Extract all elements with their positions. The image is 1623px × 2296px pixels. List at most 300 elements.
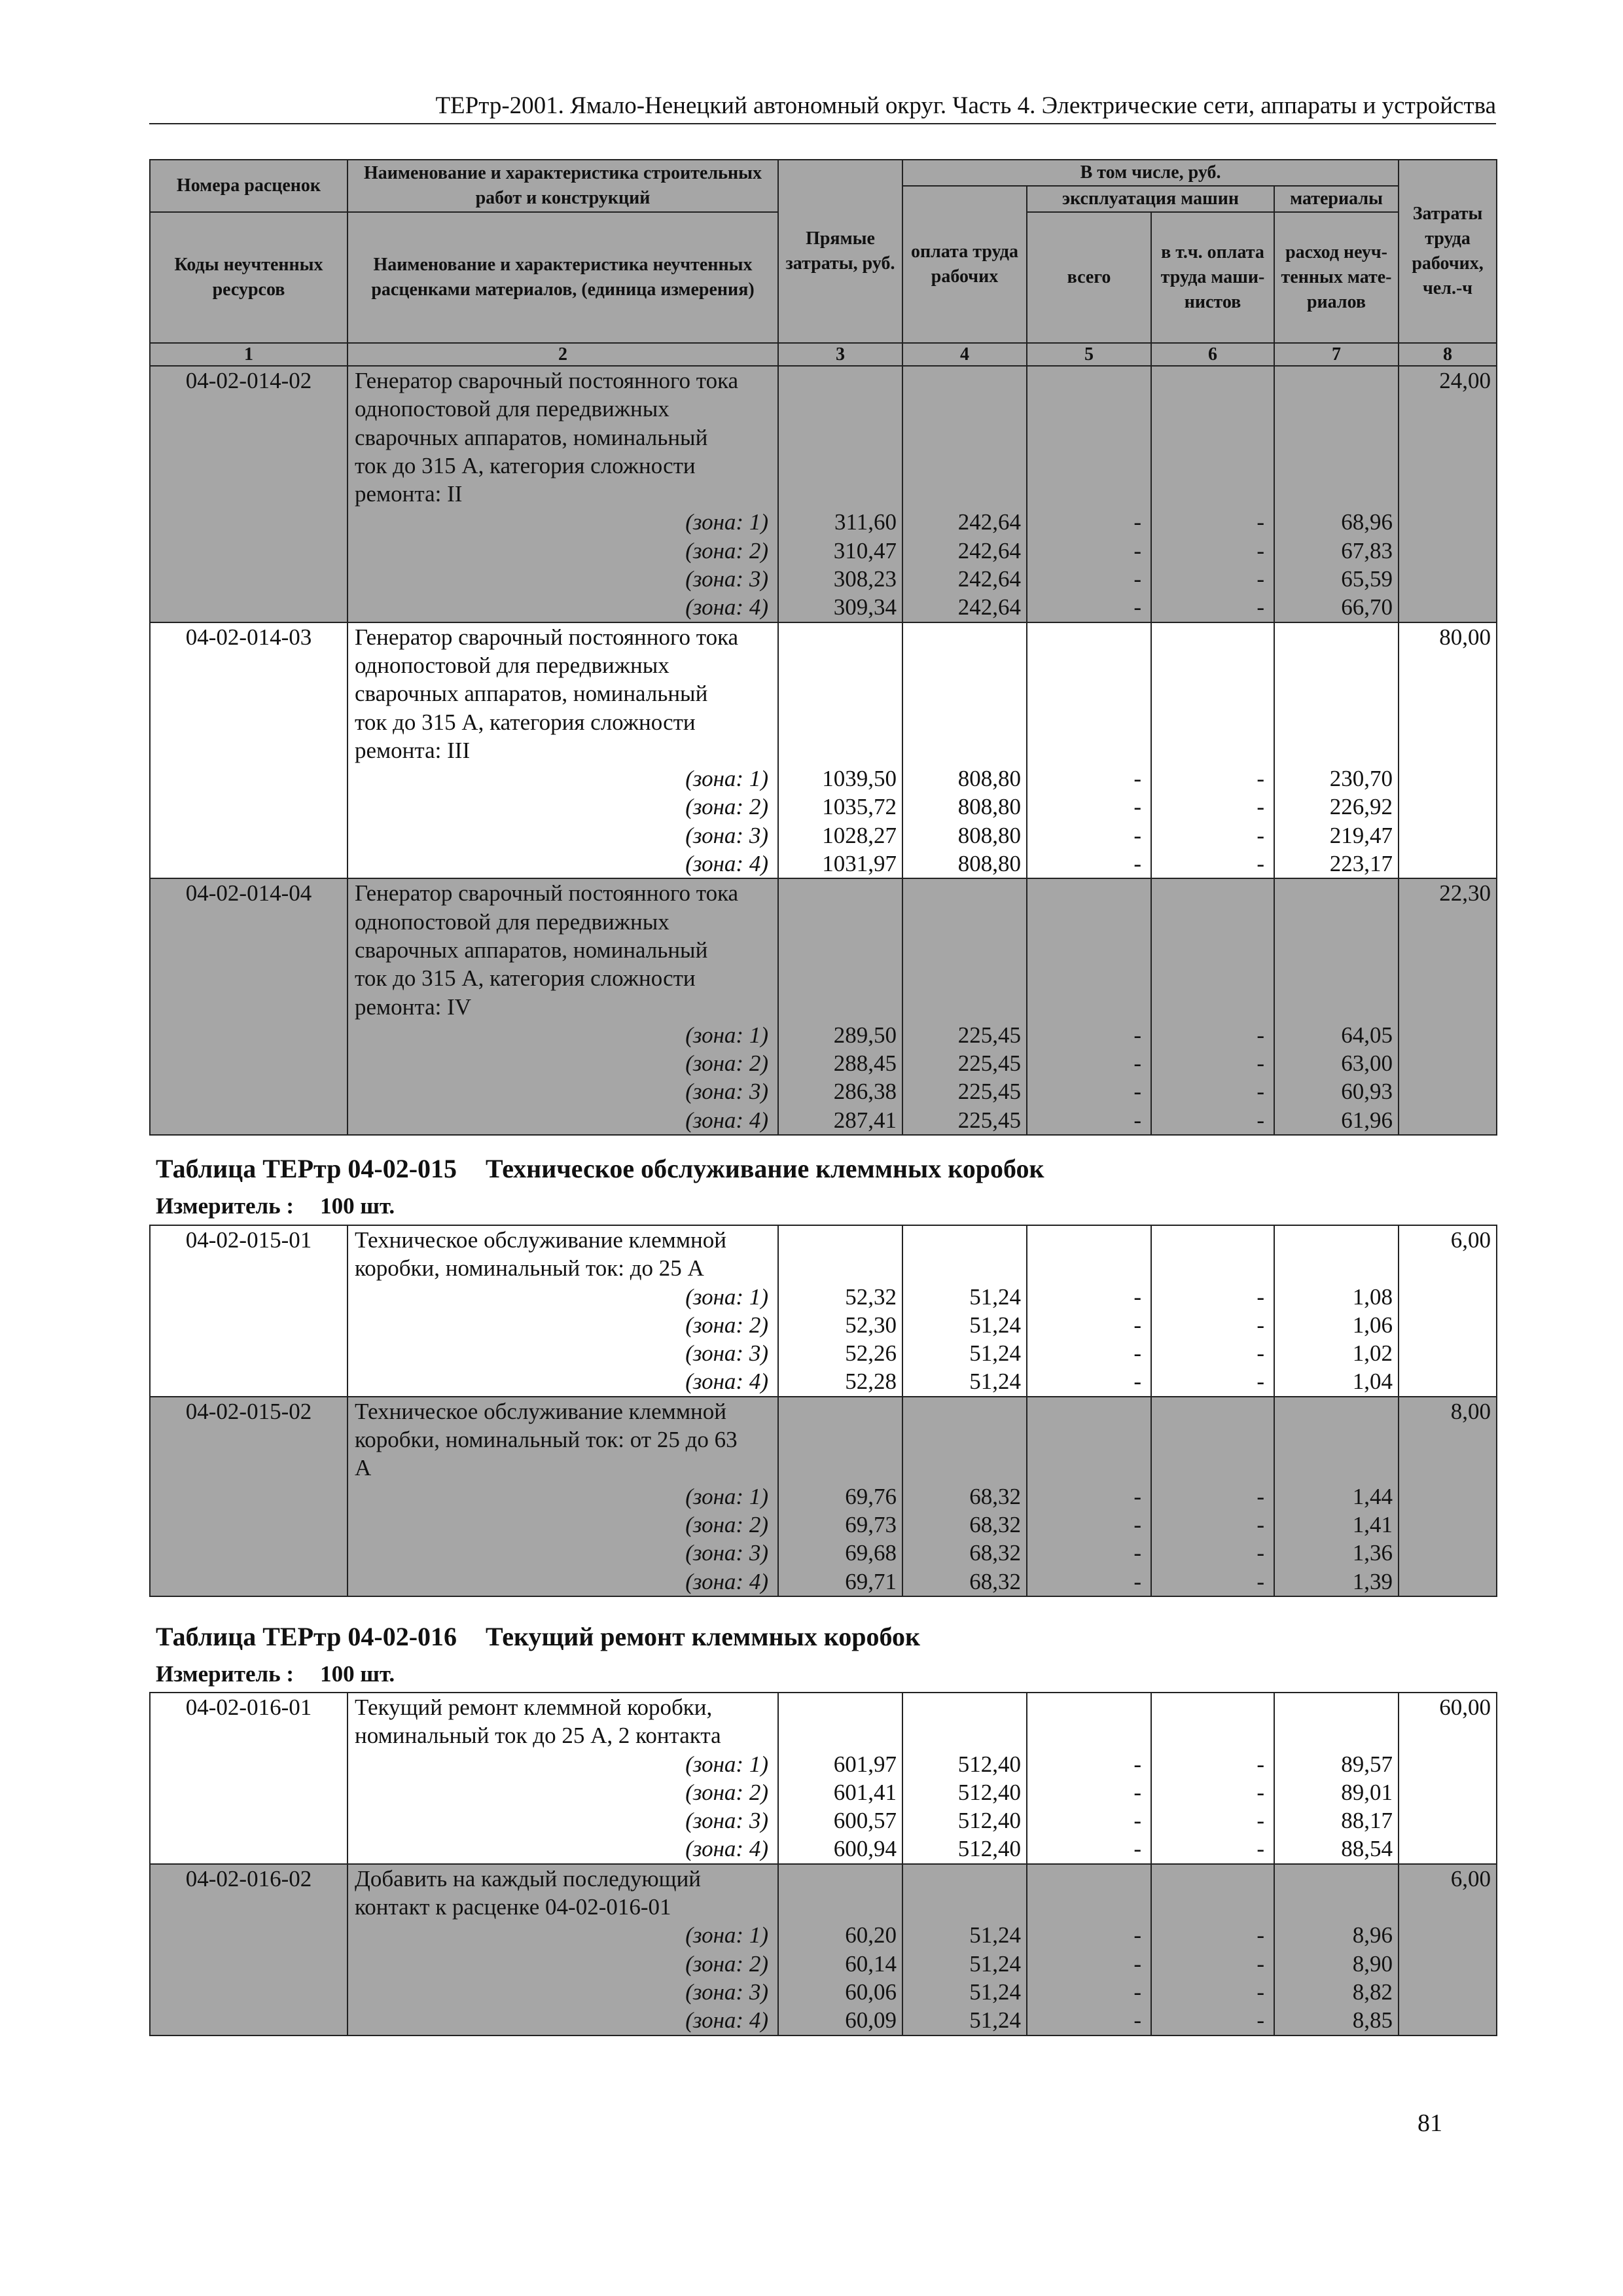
empty-cell <box>1399 1721 1497 1749</box>
empty-cell <box>1151 1397 1274 1426</box>
rate-subrow <box>150 1921 1497 1949</box>
empty-cell <box>1399 1921 1497 1949</box>
empty-cell <box>902 395 1027 423</box>
empty-cell <box>150 537 348 565</box>
machinist-pay: - <box>1151 1367 1274 1396</box>
rate-subrow <box>150 1283 1497 1311</box>
rate-description-line: однопостовой для передвижных <box>348 395 778 423</box>
labor-pay: 51,24 <box>902 1978 1027 2006</box>
empty-cell <box>1027 1454 1151 1482</box>
empty-cell <box>778 964 902 992</box>
labor-pay: 51,24 <box>902 1367 1027 1396</box>
rate-code-empty <box>150 1254 348 1282</box>
empty-cell <box>1151 423 1274 452</box>
empty-cell <box>150 1482 348 1511</box>
empty-cell <box>902 1426 1027 1454</box>
labor-pay: 51,24 <box>902 1950 1027 1978</box>
empty-cell <box>902 736 1027 764</box>
machines-total: - <box>1027 850 1151 878</box>
machines-total: - <box>1027 1339 1151 1367</box>
empty-cell <box>902 1693 1027 1721</box>
empty-cell <box>1399 1778 1497 1806</box>
machines-total: - <box>1027 1077 1151 1105</box>
direct-cost: 1035,72 <box>778 793 902 821</box>
rate-description-line: номинальный ток до 25 А, 2 контакта <box>348 1721 778 1749</box>
empty-cell <box>1027 736 1151 764</box>
rate-subrow <box>150 1835 1497 1863</box>
rate-subrow <box>150 1339 1497 1367</box>
machines-heading: эксплуатация машин <box>1027 186 1274 212</box>
col-number: 5 <box>1027 343 1151 367</box>
rate-code-empty <box>150 964 348 992</box>
rate-description-line: Текущий ремонт клеммной коробки, <box>348 1693 778 1721</box>
empty-cell <box>1274 708 1399 736</box>
rate-subrow <box>150 1106 1497 1135</box>
empty-cell <box>778 736 902 764</box>
rate-subrow <box>150 395 1497 423</box>
rate-subrow <box>150 480 1497 508</box>
materials-cost: 65,59 <box>1274 565 1399 593</box>
labor-pay: 51,24 <box>902 1921 1027 1949</box>
machines-total: - <box>1027 793 1151 821</box>
empty-cell <box>150 793 348 821</box>
labor-pay: 225,45 <box>902 1106 1027 1135</box>
rate-code-empty <box>150 993 348 1021</box>
col-number: 3 <box>778 343 902 367</box>
rate-subrow <box>150 1482 1497 1511</box>
rate-code: 04-02-015-01 <box>150 1225 348 1254</box>
empty-cell <box>1399 480 1497 508</box>
empty-cell <box>1027 679 1151 708</box>
materials-cost: 1,06 <box>1274 1311 1399 1339</box>
rate-subrow <box>150 537 1497 565</box>
rate-subrow <box>150 651 1497 679</box>
zone-label: (зона: 4) <box>348 1835 778 1863</box>
col7-heading: расход неуч-тенных мате-риалов <box>1274 212 1399 343</box>
direct-cost: 601,97 <box>778 1750 902 1778</box>
materials-cost: 1,41 <box>1274 1511 1399 1539</box>
zone-label: (зона: 1) <box>348 1921 778 1949</box>
direct-cost: 1031,97 <box>778 850 902 878</box>
empty-cell <box>1274 1693 1399 1721</box>
empty-cell <box>778 622 902 651</box>
empty-cell <box>1274 651 1399 679</box>
materials-cost: 219,47 <box>1274 821 1399 850</box>
rate-description-line: сварочных аппаратов, номинальный <box>348 679 778 708</box>
empty-cell <box>1151 1721 1274 1749</box>
empty-cell <box>778 395 902 423</box>
rate-code: 04-02-014-02 <box>150 366 348 395</box>
empty-cell <box>1151 651 1274 679</box>
rate-code: 04-02-014-03 <box>150 622 348 651</box>
empty-cell <box>1151 1225 1274 1254</box>
labor-pay: 242,64 <box>902 593 1027 622</box>
materials-cost: 226,92 <box>1274 793 1399 821</box>
empty-cell <box>1274 1454 1399 1482</box>
materials-cost: 61,96 <box>1274 1106 1399 1135</box>
empty-cell <box>1399 1283 1497 1311</box>
empty-cell <box>1399 1978 1497 2006</box>
empty-cell <box>1274 1721 1399 1749</box>
empty-cell <box>902 366 1027 395</box>
rate-description-line: Генератор сварочный постоянного тока <box>348 622 778 651</box>
table-title <box>156 1621 920 1652</box>
labor-pay: 225,45 <box>902 1049 1027 1077</box>
empty-cell <box>902 679 1027 708</box>
empty-cell <box>150 1106 348 1135</box>
empty-cell <box>150 1978 348 2006</box>
column-header-table <box>149 159 1497 367</box>
rate-description-line: контакт к расценке 04-02-016-01 <box>348 1893 778 1921</box>
machines-total: - <box>1027 821 1151 850</box>
zone-label: (зона: 2) <box>348 1311 778 1339</box>
col-number: 7 <box>1274 343 1399 367</box>
rate-subrow <box>150 508 1497 536</box>
labor-pay: 808,80 <box>902 821 1027 850</box>
rate-subrow <box>150 1568 1497 1596</box>
running-header: ТЕРтр-2001. Ямало-Ненецкий автономный округ. Часть 4. Электрические сети, аппараты и устройства <box>149 92 1496 124</box>
empty-cell <box>1399 1539 1497 1567</box>
empty-cell <box>1274 679 1399 708</box>
empty-cell <box>1399 1806 1497 1835</box>
empty-cell <box>150 508 348 536</box>
machinist-pay: - <box>1151 1921 1274 1949</box>
empty-cell <box>902 908 1027 936</box>
empty-cell <box>1027 622 1151 651</box>
zone-label: (зона: 4) <box>348 1106 778 1135</box>
machinist-pay: - <box>1151 764 1274 793</box>
col-number: 6 <box>1151 343 1274 367</box>
empty-cell <box>778 1426 902 1454</box>
empty-cell <box>1399 1568 1497 1596</box>
rate-description-line: ток до 315 А, категория сложности <box>348 964 778 992</box>
empty-cell <box>1274 1397 1399 1426</box>
machinist-pay: - <box>1151 1750 1274 1778</box>
labor-pay: 51,24 <box>902 1339 1027 1367</box>
empty-cell <box>1274 395 1399 423</box>
empty-cell <box>1274 366 1399 395</box>
direct-cost: 601,41 <box>778 1778 902 1806</box>
labor-cost: 80,00 <box>1399 622 1497 651</box>
rate-subrow <box>150 679 1497 708</box>
direct-cost: 289,50 <box>778 1021 902 1049</box>
rate-code-empty <box>150 908 348 936</box>
empty-cell <box>1151 1864 1274 1893</box>
empty-cell <box>778 1893 902 1921</box>
machines-total: - <box>1027 508 1151 536</box>
empty-cell <box>1399 423 1497 452</box>
machinist-pay: - <box>1151 1568 1274 1596</box>
empty-cell <box>150 1511 348 1539</box>
empty-cell <box>1027 452 1151 480</box>
zone-label: (зона: 3) <box>348 1077 778 1105</box>
empty-cell <box>1399 964 1497 992</box>
machinist-pay: - <box>1151 1021 1274 1049</box>
machinist-pay: - <box>1151 1835 1274 1863</box>
labor-pay: 242,64 <box>902 537 1027 565</box>
rate-row <box>150 1397 1497 1426</box>
empty-cell <box>778 908 902 936</box>
empty-cell <box>1399 1339 1497 1367</box>
labor-pay: 225,45 <box>902 1021 1027 1049</box>
empty-cell <box>150 1049 348 1077</box>
empty-cell <box>1151 964 1274 992</box>
machinist-pay: - <box>1151 1049 1274 1077</box>
direct-cost: 310,47 <box>778 537 902 565</box>
empty-cell <box>1399 1311 1497 1339</box>
rate-description-line: ремонта: II <box>348 480 778 508</box>
direct-cost: 288,45 <box>778 1049 902 1077</box>
rate-subrow <box>150 908 1497 936</box>
rate-code-empty <box>150 936 348 964</box>
zone-label: (зона: 3) <box>348 1806 778 1835</box>
empty-cell <box>150 1021 348 1049</box>
empty-cell <box>150 1568 348 1596</box>
rate-code-empty <box>150 480 348 508</box>
empty-cell <box>902 1225 1027 1254</box>
zone-label: (зона: 1) <box>348 1283 778 1311</box>
rate-code: 04-02-015-02 <box>150 1397 348 1426</box>
machines-total: - <box>1027 1978 1151 2006</box>
empty-cell <box>1399 936 1497 964</box>
empty-cell <box>902 1454 1027 1482</box>
empty-cell <box>778 679 902 708</box>
machines-total: - <box>1027 764 1151 793</box>
labor-pay: 51,24 <box>902 1311 1027 1339</box>
labor-pay: 51,24 <box>902 2006 1027 2035</box>
machinist-pay: - <box>1151 1482 1274 1511</box>
empty-cell <box>778 1397 902 1426</box>
rate-subrow <box>150 1721 1497 1749</box>
direct-cost: 60,14 <box>778 1950 902 1978</box>
col1-bottom-heading: Коды неучтенных ресурсов <box>150 212 348 343</box>
rate-subrow <box>150 1077 1497 1105</box>
rate-description-line: ремонта: III <box>348 736 778 764</box>
labor-pay: 68,32 <box>902 1568 1027 1596</box>
empty-cell <box>1151 878 1274 907</box>
empty-cell <box>150 764 348 793</box>
empty-cell <box>1274 936 1399 964</box>
empty-cell <box>1399 651 1497 679</box>
zone-label: (зона: 4) <box>348 1367 778 1396</box>
empty-cell <box>902 1864 1027 1893</box>
materials-heading: материалы <box>1274 186 1399 212</box>
zone-label: (зона: 3) <box>348 821 778 850</box>
direct-cost: 52,30 <box>778 1311 902 1339</box>
machinist-pay: - <box>1151 1311 1274 1339</box>
labor-pay: 808,80 <box>902 850 1027 878</box>
materials-cost: 8,96 <box>1274 1921 1399 1949</box>
zone-label: (зона: 4) <box>348 593 778 622</box>
machines-total: - <box>1027 1750 1151 1778</box>
empty-cell <box>1399 1367 1497 1396</box>
empty-cell <box>150 1339 348 1367</box>
zone-label: (зона: 2) <box>348 793 778 821</box>
machines-total: - <box>1027 1511 1151 1539</box>
empty-cell <box>1151 1254 1274 1282</box>
meter-label: Измеритель : <box>156 1193 294 1219</box>
rates-table <box>149 1692 1497 2036</box>
machinist-pay: - <box>1151 1283 1274 1311</box>
labor-pay: 512,40 <box>902 1806 1027 1835</box>
rate-subrow <box>150 1021 1497 1049</box>
zone-label: (зона: 2) <box>348 537 778 565</box>
empty-cell <box>1027 1254 1151 1282</box>
empty-cell <box>150 850 348 878</box>
labor-pay: 512,40 <box>902 1835 1027 1863</box>
empty-cell <box>902 1893 1027 1921</box>
rate-description-line: однопостовой для передвижных <box>348 908 778 936</box>
empty-cell <box>778 1454 902 1482</box>
empty-cell <box>150 2006 348 2035</box>
materials-cost: 66,70 <box>1274 593 1399 622</box>
materials-cost: 8,90 <box>1274 1950 1399 1978</box>
rate-code: 04-02-016-01 <box>150 1693 348 1721</box>
rate-subrow <box>150 1454 1497 1482</box>
empty-cell <box>1274 1254 1399 1282</box>
rate-subrow <box>150 1311 1497 1339</box>
empty-cell <box>1399 1426 1497 1454</box>
rate-description-line: сварочных аппаратов, номинальный <box>348 936 778 964</box>
labor-pay: 512,40 <box>902 1778 1027 1806</box>
empty-cell <box>778 651 902 679</box>
empty-cell <box>902 622 1027 651</box>
rate-code-empty <box>150 423 348 452</box>
rate-subrow <box>150 1978 1497 2006</box>
empty-cell <box>902 452 1027 480</box>
rate-row <box>150 878 1497 907</box>
direct-cost: 600,57 <box>778 1806 902 1835</box>
empty-cell <box>1151 908 1274 936</box>
rate-subrow <box>150 936 1497 964</box>
labor-pay: 808,80 <box>902 764 1027 793</box>
empty-cell <box>150 1539 348 1567</box>
materials-cost: 1,44 <box>1274 1482 1399 1511</box>
empty-cell <box>1027 1693 1151 1721</box>
rate-subrow <box>150 1426 1497 1454</box>
machinist-pay: - <box>1151 1106 1274 1135</box>
labor-pay: 68,32 <box>902 1511 1027 1539</box>
empty-cell <box>1151 1893 1274 1921</box>
machinist-pay: - <box>1151 850 1274 878</box>
zone-label: (зона: 3) <box>348 1339 778 1367</box>
machinist-pay: - <box>1151 1077 1274 1105</box>
direct-cost: 52,32 <box>778 1283 902 1311</box>
materials-cost: 88,54 <box>1274 1835 1399 1863</box>
empty-cell <box>778 878 902 907</box>
empty-cell <box>1151 993 1274 1021</box>
table-number: Таблица ТЕРтр 04-02-015 <box>156 1154 457 1183</box>
empty-cell <box>778 452 902 480</box>
machinist-pay: - <box>1151 1978 1274 2006</box>
col-number: 1 <box>150 343 348 367</box>
rate-subrow <box>150 1539 1497 1567</box>
rate-row <box>150 366 1497 395</box>
empty-cell <box>1274 908 1399 936</box>
empty-cell <box>1399 1893 1497 1921</box>
empty-cell <box>1151 452 1274 480</box>
rate-description-line: Генератор сварочный постоянного тока <box>348 366 778 395</box>
rate-code-empty <box>150 679 348 708</box>
empty-cell <box>1399 1049 1497 1077</box>
rate-code-empty <box>150 452 348 480</box>
machinist-pay: - <box>1151 1539 1274 1567</box>
rate-subrow <box>150 993 1497 1021</box>
rate-subrow <box>150 708 1497 736</box>
empty-cell <box>150 1778 348 1806</box>
labor-pay: 512,40 <box>902 1750 1027 1778</box>
machines-total: - <box>1027 1835 1151 1863</box>
materials-cost: 67,83 <box>1274 537 1399 565</box>
rate-description-line: однопостовой для передвижных <box>348 651 778 679</box>
empty-cell <box>1027 1864 1151 1893</box>
empty-cell <box>1399 395 1497 423</box>
empty-cell <box>1274 480 1399 508</box>
machinist-pay: - <box>1151 508 1274 536</box>
direct-cost: 69,71 <box>778 1568 902 1596</box>
empty-cell <box>1027 1397 1151 1426</box>
empty-cell <box>1027 964 1151 992</box>
empty-cell <box>1399 850 1497 878</box>
rate-subrow <box>150 1806 1497 1835</box>
meter-line <box>156 1661 395 1687</box>
empty-cell <box>902 1721 1027 1749</box>
empty-cell <box>1399 1454 1497 1482</box>
empty-cell <box>902 964 1027 992</box>
empty-cell <box>1274 964 1399 992</box>
materials-cost: 88,17 <box>1274 1806 1399 1835</box>
rate-code-empty <box>150 651 348 679</box>
column-numbers-row <box>150 343 1497 367</box>
direct-cost: 60,09 <box>778 2006 902 2035</box>
direct-cost: 60,06 <box>778 1978 902 2006</box>
empty-cell <box>778 1693 902 1721</box>
empty-cell <box>150 1367 348 1396</box>
materials-cost: 1,36 <box>1274 1539 1399 1567</box>
empty-cell <box>1399 1021 1497 1049</box>
direct-cost: 287,41 <box>778 1106 902 1135</box>
rate-subrow <box>150 736 1497 764</box>
materials-cost: 223,17 <box>1274 850 1399 878</box>
zone-label: (зона: 1) <box>348 1021 778 1049</box>
empty-cell <box>1274 1225 1399 1254</box>
rate-subrow <box>150 2006 1497 2035</box>
empty-cell <box>1399 1254 1497 1282</box>
rate-subrow <box>150 1049 1497 1077</box>
empty-cell <box>902 651 1027 679</box>
rate-description-line: А <box>348 1454 778 1482</box>
empty-cell <box>1151 736 1274 764</box>
zone-label: (зона: 4) <box>348 2006 778 2035</box>
rate-description-line: коробки, номинальный ток: от 25 до 63 <box>348 1426 778 1454</box>
empty-cell <box>1151 1426 1274 1454</box>
zone-label: (зона: 1) <box>348 508 778 536</box>
rate-code-empty <box>150 1721 348 1749</box>
materials-cost: 8,85 <box>1274 2006 1399 2035</box>
empty-cell <box>1274 736 1399 764</box>
machines-total: - <box>1027 1921 1151 1949</box>
machines-total: - <box>1027 537 1151 565</box>
rate-subrow <box>150 565 1497 593</box>
materials-cost: 1,08 <box>1274 1283 1399 1311</box>
table-name: Текущий ремонт клеммных коробок <box>486 1622 921 1651</box>
materials-cost: 89,01 <box>1274 1778 1399 1806</box>
labor-pay: 242,64 <box>902 565 1027 593</box>
rate-code-empty <box>150 1893 348 1921</box>
empty-cell <box>1399 764 1497 793</box>
empty-cell <box>150 1835 348 1863</box>
rate-description-line: Генератор сварочный постоянного тока <box>348 878 778 907</box>
